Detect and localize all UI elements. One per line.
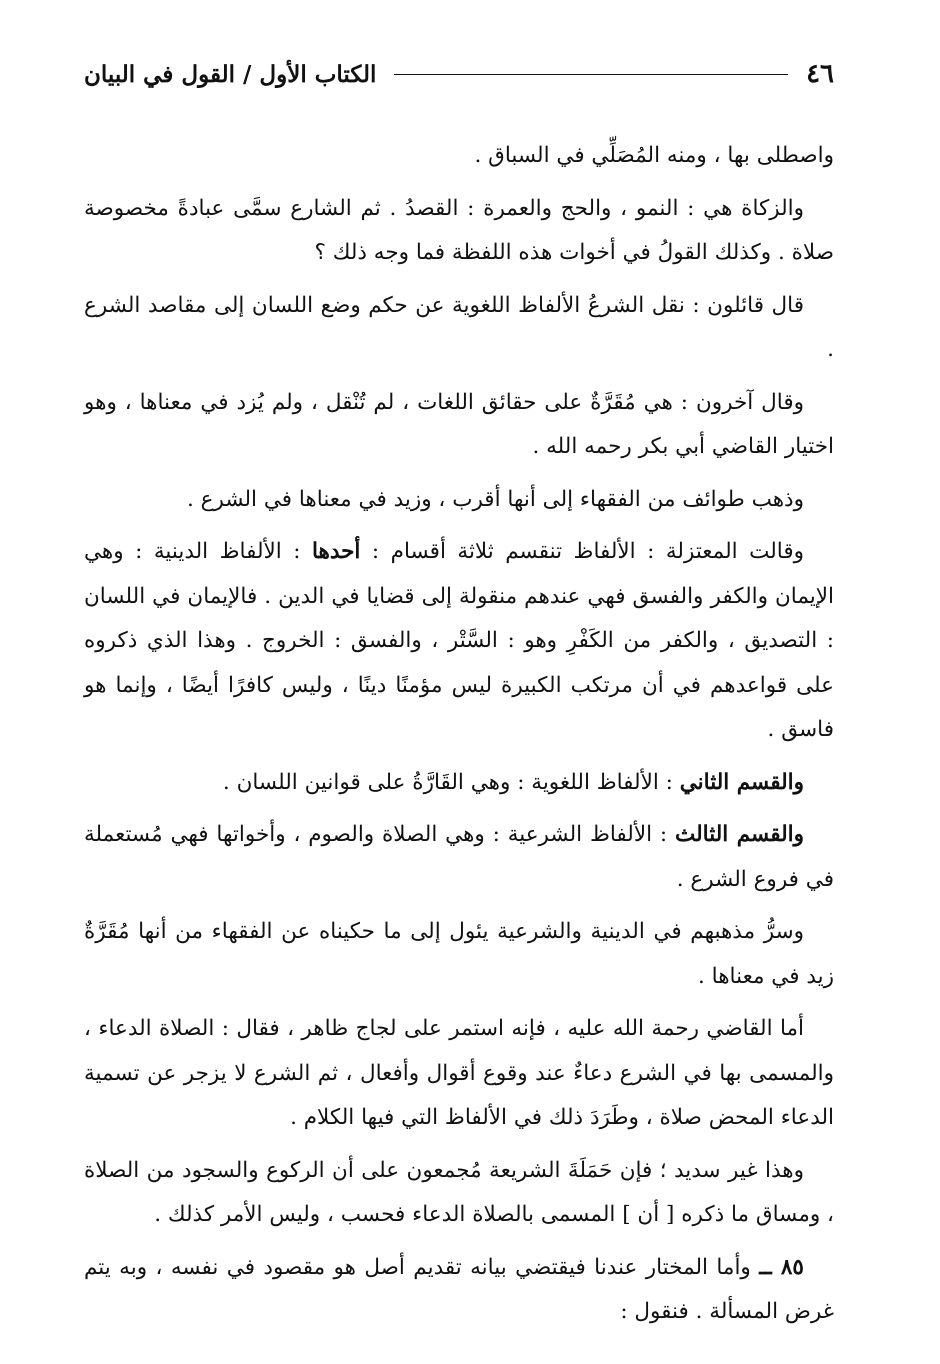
paragraph — [84, 187, 834, 276]
paragraph — [84, 910, 834, 999]
paragraph — [84, 1149, 834, 1238]
paragraph-text: أما القاضي رحمة الله عليه ، فإنه استمر على لجاج ظاهر ، فقال : الصلاة الدعاء ، والمسمى بها في الشرع دعاءٌ عند وقوع أقوال وأفعال ، ثم الشرع لا يزجر عن تسمية الدعاء المحض صلاة ، وطَرَدَ ذلك في الألفاظ التي فيها الكلام . — [84, 1016, 834, 1130]
paragraph-text: وذهب طوائف من الفقهاء إلى أنها أقرب ، وزيد في معناها في الشرع . — [186, 486, 804, 512]
paragraph — [84, 1246, 834, 1335]
paragraph-text: : الألفاظ اللغوية : وهي القَارَّةُ على قوانين اللسان . — [222, 769, 680, 795]
paragraph-text: وقالت المعتزلة : الألفاظ تنقسم ثلاثة أقسام : — [360, 539, 804, 564]
bold-term: والقسم الثالث — [675, 822, 804, 847]
paragraph — [84, 284, 834, 373]
paragraph-text: : الألفاظ الشرعية : وهي الصلاة والصوم ، وأخواتها فهي مُستعملة في فروع الشرع . — [84, 822, 834, 892]
bold-term: والقسم الثاني — [679, 769, 804, 795]
paragraph — [84, 381, 834, 470]
paragraph-text: والزكاة هي : النمو ، والحج والعمرة : القصدُ . ثم الشارع سمَّى عبادةً مخصوصة صلاة . وكذلك القولُ في أخوات هذه اللفظة فما وجه ذلك ؟ — [84, 195, 834, 265]
paragraph — [84, 761, 834, 806]
paragraph — [84, 478, 834, 523]
paragraph — [84, 134, 834, 179]
paragraph-number: ٨٥ ــ — [759, 1254, 804, 1280]
paragraph-text: : الألفاظ الدينية : وهي الإيمان والكفر والفسق فهي عندهم منقولة إلى قضايا في الدين . فالإيمان في اللسان : التصديق ، والكفر من الكَفْرِ وهو : السَّتْر ، والفسق : الخروج . وهذا الذي ذكروه على قواعدهم في أن مرتكب الكبيرة ليس مؤمنًا دينًا ، وليس كافرًا أيضًا ، وإنما هو فاسق . — [84, 539, 834, 742]
paragraph — [84, 813, 834, 902]
paragraph-text: وهذا غير سديد ؛ فإن حَمَلَةَ الشريعة مُجمعون على أن الركوع والسجود من الصلاة ، ومساق ما ذكره [ أن ] المسمى بالصلاة الدعاء فحسب ، وليس الأمر كذلك . — [84, 1157, 834, 1227]
paragraph-text: قال قائلون : نقل الشرعُ الألفاظ اللغوية عن حكم وضع اللسان إلى مقاصد الشرع . — [84, 292, 834, 362]
bold-term: أحدها — [311, 539, 361, 564]
paragraph-text: واصطلى بها ، ومنه المُصَلِّي في السباق . — [474, 143, 834, 168]
page-number: ٤٦ — [806, 59, 834, 89]
paragraph-text: وأما المختار عندنا فيقتضي بيانه تقديم أصل هو مقصود في نفسه ، وبه يتم غرض المسألة . فنقول : — [84, 1254, 834, 1324]
paragraph — [84, 530, 834, 753]
paragraph — [84, 1007, 834, 1141]
body-text — [84, 134, 834, 1335]
header-rule — [394, 74, 788, 75]
book-page — [84, 52, 834, 1352]
page-header — [84, 52, 834, 96]
running-title: الكتاب الأول / القول في البيان — [84, 60, 377, 88]
paragraph-text: وقال آخرون : هي مُقَرَّةٌ على حقائق اللغات ، لم تُنْقل ، ولم يُزد في معناها ، وهو اختيار القاضي أبي بكر رحمه الله . — [84, 389, 834, 459]
paragraph-text: وسرُّ مذهبهم في الدينية والشرعية يئول إلى ما حكيناه عن الفقهاء من أنها مُقَرَّةٌ زيد في معناها . — [84, 919, 834, 989]
